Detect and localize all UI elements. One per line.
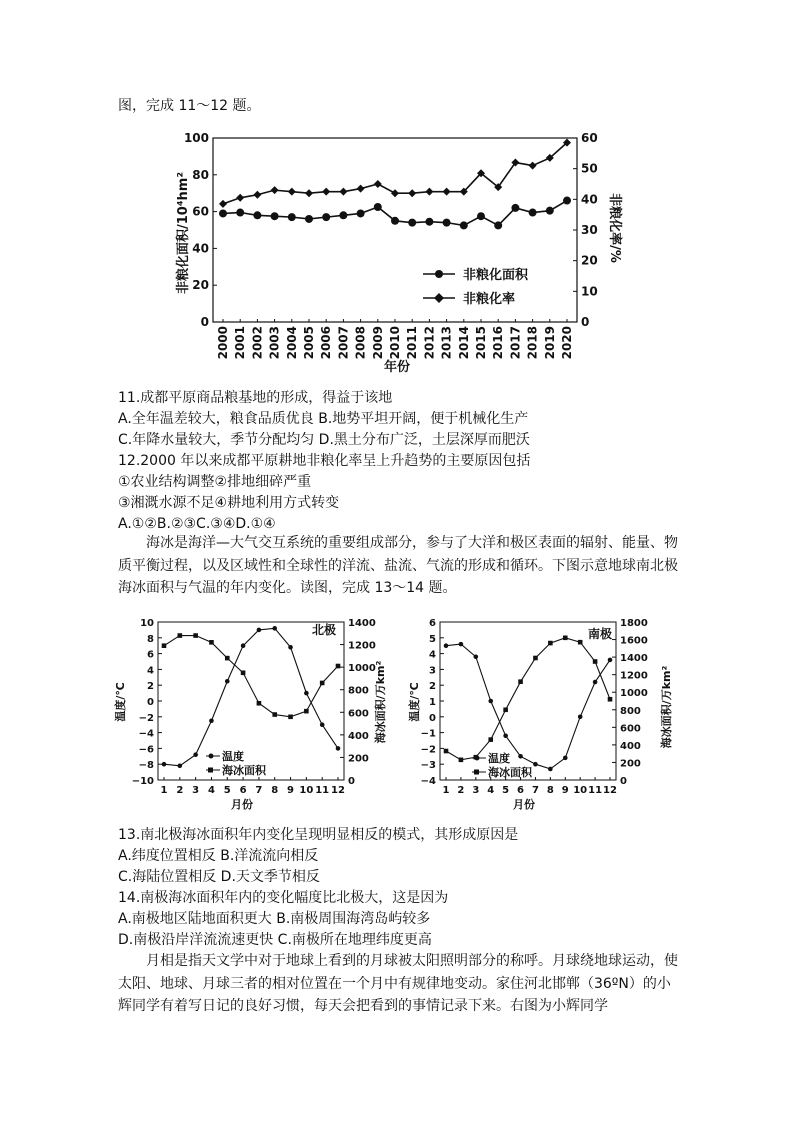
data-point-温度 bbox=[209, 718, 214, 723]
arctic-chart bbox=[112, 612, 402, 812]
y-left-tick-label: −2 bbox=[420, 744, 436, 756]
data-point-非粮化率 bbox=[322, 188, 330, 196]
x-tick-label: 2010 bbox=[388, 326, 402, 360]
q12-items-1: ①农业结构调整②排地细碎严重 bbox=[118, 474, 312, 490]
data-point-非粮化面积 bbox=[529, 209, 537, 217]
x-tick-label: 6 bbox=[239, 785, 247, 796]
data-point-温度 bbox=[548, 767, 553, 772]
data-point-温度 bbox=[503, 733, 508, 738]
data-point-温度 bbox=[304, 691, 309, 696]
y-right-tick-label: 800 bbox=[348, 685, 369, 697]
y-right-tick-label: 1000 bbox=[620, 688, 648, 700]
data-point-海冰面积 bbox=[178, 633, 183, 638]
data-point-温度 bbox=[241, 643, 246, 648]
y-left-tick-label: −4 bbox=[420, 776, 436, 787]
y-left-tick-label: 4 bbox=[147, 665, 154, 677]
chart1-ylabel-right: 非粮化率/% bbox=[607, 193, 622, 263]
y-right-tick-label: 0 bbox=[348, 776, 355, 787]
chart1-xlabel: 年份 bbox=[383, 360, 411, 375]
data-point-非粮化率 bbox=[391, 189, 399, 197]
y-left-tick-label: 3 bbox=[429, 665, 436, 677]
data-point-温度 bbox=[320, 722, 325, 727]
y-left-tick-label: −3 bbox=[420, 760, 436, 772]
data-point-海冰面积 bbox=[503, 707, 508, 712]
chart1-ylabel-left: 非粮化面积/10⁴hm² bbox=[176, 171, 191, 295]
arctic-region-label: 北极 bbox=[312, 623, 337, 637]
legend-diamond-marker bbox=[434, 293, 444, 303]
q11-options-cd: C.年降水量较大，季节分配均匀 D.黑土分布广泛，土层深厚而肥沃 bbox=[118, 432, 530, 448]
data-point-非粮化面积 bbox=[374, 203, 382, 211]
data-point-非粮化面积 bbox=[391, 217, 399, 225]
y-right-tick-label: 40 bbox=[581, 192, 598, 207]
y-left-tick-label: 2 bbox=[147, 681, 154, 693]
chart1-legend bbox=[423, 267, 529, 307]
data-point-海冰面积 bbox=[563, 636, 568, 641]
y-left-tick-label: −2 bbox=[138, 712, 154, 724]
data-point-温度 bbox=[272, 626, 277, 631]
x-tick-label: 2020 bbox=[560, 326, 574, 360]
x-tick-label: 2013 bbox=[439, 326, 454, 360]
y-left-tick-label: 4 bbox=[429, 649, 436, 661]
q11-options-ab: A.全年温差较大，粮食品质优良 B.地势平坦开阔，便于机械化生产 bbox=[118, 411, 529, 427]
data-point-非粮化率 bbox=[408, 189, 416, 197]
y-left-tick-label: 100 bbox=[183, 131, 209, 145]
data-point-非粮化面积 bbox=[443, 219, 451, 227]
y-left-tick-label: −6 bbox=[138, 744, 154, 756]
y-left-tick-label: −1 bbox=[420, 728, 436, 740]
data-point-非粮化面积 bbox=[305, 215, 313, 223]
y-right-tick-label: 400 bbox=[620, 740, 641, 752]
y-left-tick-label: 6 bbox=[429, 618, 436, 629]
q14-stem: 14.南极海冰面积年内的变化幅度比北极大，这是因为 bbox=[118, 890, 449, 906]
data-point-非粮化率 bbox=[305, 189, 313, 197]
data-point-海冰面积 bbox=[162, 643, 167, 648]
data-point-海冰面积 bbox=[257, 701, 262, 706]
data-point-非粮化面积 bbox=[563, 197, 571, 205]
data-point-非粮化面积 bbox=[357, 209, 365, 217]
q12-items-2: ③湘溉水源不足④耕地利用方式转变 bbox=[118, 495, 340, 511]
data-point-温度 bbox=[474, 654, 479, 659]
plot-frame bbox=[213, 138, 577, 322]
data-point-非粮化面积 bbox=[477, 212, 485, 220]
data-point-温度 bbox=[608, 658, 613, 663]
x-tick-label: 5 bbox=[223, 785, 231, 796]
data-point-温度 bbox=[518, 754, 523, 759]
x-tick-label: 11 bbox=[315, 785, 330, 796]
y-left-tick-label: 1 bbox=[429, 697, 436, 708]
q14-options-ab: A.南极地区陆地面积更大 B.南极周围海湾岛屿较多 bbox=[118, 911, 431, 927]
x-tick-label: 2006 bbox=[319, 326, 334, 360]
antarctic-ylabel-right: 海冰面积/万km² bbox=[660, 665, 673, 749]
x-tick-label: 7 bbox=[531, 785, 539, 796]
data-point-非粮化面积 bbox=[219, 209, 227, 217]
y-right-tick-label: 200 bbox=[620, 758, 641, 770]
data-point-非粮化面积 bbox=[339, 211, 347, 219]
x-tick-label: 2001 bbox=[233, 326, 248, 360]
q11-stem: 11.成都平原商品粮基地的形成，得益于该地 bbox=[118, 390, 393, 406]
data-point-海冰面积 bbox=[241, 670, 246, 675]
data-point-海冰面积 bbox=[548, 641, 553, 646]
y-left-tick-label: 2 bbox=[429, 681, 436, 693]
y-right-tick-label: 1200 bbox=[620, 670, 648, 682]
x-tick-label: 10 bbox=[573, 785, 588, 796]
y-right-tick-label: 1400 bbox=[348, 618, 376, 629]
x-tick-label: 2000 bbox=[216, 326, 230, 360]
antarctic-legend-ice: 海冰面积 bbox=[488, 766, 532, 779]
x-tick-label: 10 bbox=[299, 785, 314, 796]
data-point-温度 bbox=[563, 756, 568, 761]
x-tick-label: 3 bbox=[192, 785, 200, 796]
data-point-温度 bbox=[444, 643, 449, 648]
data-point-温度 bbox=[257, 628, 262, 633]
data-point-非粮化面积 bbox=[460, 221, 468, 229]
x-tick-label: 4 bbox=[207, 785, 215, 796]
data-point-温度 bbox=[578, 715, 583, 720]
x-tick-label: 8 bbox=[546, 785, 554, 796]
y-left-tick-label: 20 bbox=[192, 278, 209, 293]
sea-ice-passage: 海冰是海洋—大气交互系统的重要组成部分，参与了大洋和极区表面的辐射、能量、物质平衡过程，以及区域性和全球性的洋流、盐流、气流的形成和循环。下图示意地球南北极海冰面积与气温的年内变化。读图，完成 13～14 题。 bbox=[118, 535, 678, 596]
y-left-tick-label: 0 bbox=[429, 712, 436, 724]
y-right-tick-label: 600 bbox=[348, 708, 369, 720]
x-tick-label: 6 bbox=[517, 785, 525, 796]
chart1-series bbox=[219, 139, 571, 230]
data-point-非粮化率 bbox=[357, 185, 365, 193]
x-tick-label: 9 bbox=[561, 785, 569, 796]
q12-stem: 12.2000 年以来成都平原耕地非粮化率呈上升趋势的主要原因包括 bbox=[118, 453, 531, 469]
data-point-非粮化面积 bbox=[425, 218, 433, 226]
y-left-tick-label: −8 bbox=[138, 760, 154, 772]
data-point-非粮化率 bbox=[219, 200, 227, 208]
x-tick-label: 2008 bbox=[353, 326, 368, 360]
y-right-tick-label: 200 bbox=[348, 753, 369, 765]
x-tick-label: 1 bbox=[442, 785, 450, 796]
data-point-海冰面积 bbox=[459, 758, 464, 763]
x-tick-label: 2005 bbox=[302, 326, 316, 360]
y-right-tick-label: 50 bbox=[581, 161, 598, 176]
data-point-海冰面积 bbox=[193, 633, 198, 638]
antarctic-region-label: 南极 bbox=[588, 627, 613, 641]
data-point-温度 bbox=[593, 680, 598, 685]
data-point-温度 bbox=[178, 763, 183, 768]
data-point-海冰面积 bbox=[444, 749, 449, 754]
chart1-legend-rate: 非粮化率 bbox=[463, 292, 516, 307]
y-right-tick-label: 0 bbox=[581, 315, 590, 329]
series-line-温度 bbox=[446, 644, 610, 769]
data-point-温度 bbox=[533, 762, 538, 767]
y-right-tick-label: 10 bbox=[581, 284, 598, 299]
x-tick-label: 2009 bbox=[370, 326, 385, 360]
data-point-非粮化面积 bbox=[236, 209, 244, 217]
data-point-海冰面积 bbox=[336, 664, 341, 669]
data-point-海冰面积 bbox=[518, 679, 523, 684]
x-tick-label: 1 bbox=[160, 785, 168, 796]
data-point-非粮化率 bbox=[339, 188, 347, 196]
data-point-非粮化面积 bbox=[288, 213, 296, 221]
y-right-tick-label: 1800 bbox=[620, 618, 648, 629]
data-point-非粮化面积 bbox=[546, 207, 554, 215]
x-tick-label: 2004 bbox=[284, 326, 299, 360]
y-right-tick-label: 400 bbox=[348, 730, 369, 742]
x-tick-label: 2016 bbox=[491, 326, 506, 360]
x-tick-label: 2 bbox=[176, 785, 184, 796]
x-tick-label: 2019 bbox=[542, 326, 557, 360]
y-left-tick-label: 6 bbox=[147, 649, 154, 661]
x-tick-label: 12 bbox=[331, 785, 345, 796]
y-right-tick-label: 30 bbox=[581, 223, 598, 237]
data-point-海冰面积 bbox=[533, 656, 538, 661]
data-point-非粮化面积 bbox=[494, 221, 502, 229]
y-left-tick-label: 5 bbox=[429, 633, 436, 645]
series-line-温度 bbox=[164, 628, 338, 765]
y-right-tick-label: 0 bbox=[620, 776, 627, 787]
antarctic-ylabel-left: 温度/℃ bbox=[408, 682, 421, 722]
data-point-非粮化面积 bbox=[322, 213, 330, 221]
x-tick-label: 2018 bbox=[525, 326, 540, 360]
x-tick-label: 2017 bbox=[508, 326, 523, 360]
data-point-海冰面积 bbox=[272, 712, 277, 717]
data-point-海冰面积 bbox=[578, 640, 583, 645]
chart1-frame bbox=[213, 138, 577, 322]
y-right-tick-label: 20 bbox=[581, 253, 598, 268]
data-point-非粮化率 bbox=[236, 194, 244, 202]
arctic-legend-temp: 温度 bbox=[222, 750, 244, 763]
legend-circle-marker bbox=[435, 270, 443, 278]
antarctic-chart bbox=[408, 612, 683, 812]
data-point-温度 bbox=[288, 645, 293, 650]
data-point-海冰面积 bbox=[488, 737, 493, 742]
x-tick-label: 12 bbox=[603, 785, 617, 796]
x-tick-label: 11 bbox=[588, 785, 603, 796]
x-tick-label: 2014 bbox=[456, 326, 471, 360]
series-line-海冰面积 bbox=[446, 638, 610, 760]
x-tick-label: 2003 bbox=[267, 326, 282, 360]
data-point-海冰面积 bbox=[593, 659, 598, 664]
data-point-温度 bbox=[488, 699, 493, 704]
x-tick-label: 7 bbox=[255, 785, 263, 796]
y-left-tick-label: 40 bbox=[192, 241, 209, 256]
y-left-tick-label: 60 bbox=[192, 204, 209, 219]
y-right-tick-label: 1200 bbox=[348, 640, 376, 652]
q13-stem: 13.南北极海冰面积年内变化呈现明显相反的模式，其形成原因是 bbox=[118, 827, 519, 843]
x-tick-label: 3 bbox=[472, 785, 480, 796]
data-point-海冰面积 bbox=[288, 715, 293, 720]
arctic-legend bbox=[206, 749, 267, 777]
data-point-温度 bbox=[336, 746, 341, 751]
data-point-海冰面积 bbox=[304, 709, 309, 714]
y-left-tick-label: 10 bbox=[140, 618, 154, 629]
x-tick-label: 2 bbox=[457, 785, 465, 796]
data-point-非粮化面积 bbox=[408, 219, 416, 227]
data-point-海冰面积 bbox=[608, 697, 613, 702]
x-tick-label: 2002 bbox=[250, 326, 265, 360]
data-point-海冰面积 bbox=[225, 656, 230, 661]
arctic-ylabel-left: 温度/℃ bbox=[114, 682, 127, 722]
x-tick-label: 8 bbox=[271, 785, 279, 796]
q14-options-cd: D.南极沿岸洋流流速更快 C.南极所在地理纬度更高 bbox=[118, 932, 432, 948]
q12-options: A.①②B.②③C.③④D.①④ bbox=[118, 516, 276, 532]
y-left-tick-label: 0 bbox=[147, 697, 154, 708]
non-grain-chart bbox=[165, 128, 625, 378]
data-point-非粮化率 bbox=[529, 162, 537, 170]
y-left-tick-label: −10 bbox=[131, 776, 154, 787]
moon-phase-passage: 月相是指天文学中对于地球上看到的月球被太阳照明部分的称呼。月球绕地球运动，使太阳、地球、月球三者的相对位置在一个月中有规律地变动。家住河北邯郸（36ºN）的小辉同学有着写日记的良好习惯，每天会把看到的事情记录下来。右图为小辉同学 bbox=[118, 953, 678, 1014]
data-point-非粮化面积 bbox=[253, 211, 261, 219]
y-right-tick-label: 600 bbox=[620, 723, 641, 735]
q13-options-cd: C.海陆位置相反 D.天文季节相反 bbox=[118, 869, 320, 885]
y-left-tick-label: 80 bbox=[192, 167, 209, 182]
y-left-tick-label: 0 bbox=[200, 315, 209, 329]
data-point-非粮化率 bbox=[288, 188, 296, 196]
data-point-温度 bbox=[162, 762, 167, 767]
q13-options-ab: A.纬度位置相反 B.洋流流向相反 bbox=[118, 848, 319, 864]
antarctic-legend-temp: 温度 bbox=[488, 752, 510, 765]
x-tick-label: 4 bbox=[487, 785, 495, 796]
data-point-非粮化率 bbox=[374, 180, 382, 188]
y-right-tick-label: 1400 bbox=[620, 653, 648, 665]
data-point-非粮化面积 bbox=[271, 212, 279, 220]
arctic-ylabel-right: 海冰面积/万km² bbox=[374, 660, 387, 744]
data-point-非粮化率 bbox=[443, 188, 451, 196]
arctic-xlabel: 月份 bbox=[231, 798, 253, 811]
x-tick-label: 2015 bbox=[474, 326, 488, 360]
y-left-tick-label: −4 bbox=[138, 728, 154, 740]
data-point-海冰面积 bbox=[209, 640, 214, 645]
antarctic-xlabel: 月份 bbox=[513, 798, 535, 811]
chart1-legend-area: 非粮化面积 bbox=[463, 268, 529, 283]
data-point-非粮化率 bbox=[425, 188, 433, 196]
data-point-非粮化率 bbox=[271, 186, 279, 194]
data-point-海冰面积 bbox=[320, 681, 325, 686]
y-right-tick-label: 60 bbox=[581, 131, 598, 145]
x-tick-label: 2007 bbox=[336, 326, 351, 360]
intro-line: 图，完成 11～12 题。 bbox=[118, 98, 261, 114]
x-tick-label: 5 bbox=[502, 785, 510, 796]
data-point-温度 bbox=[225, 679, 230, 684]
y-right-tick-label: 1600 bbox=[620, 635, 648, 647]
y-right-tick-label: 1000 bbox=[348, 663, 376, 675]
chart1-year-ticks bbox=[216, 319, 574, 359]
plot-frame bbox=[440, 622, 616, 780]
data-point-温度 bbox=[193, 752, 198, 757]
data-point-温度 bbox=[459, 642, 464, 647]
data-point-非粮化率 bbox=[253, 191, 261, 199]
y-left-tick-label: 8 bbox=[147, 633, 154, 645]
antarctic-legend bbox=[472, 751, 533, 779]
x-tick-label: 2011 bbox=[405, 326, 420, 360]
x-tick-label: 2012 bbox=[422, 326, 437, 360]
x-tick-label: 9 bbox=[287, 785, 295, 796]
y-right-tick-label: 800 bbox=[620, 705, 641, 717]
plot-frame bbox=[158, 622, 344, 780]
data-point-非粮化面积 bbox=[511, 204, 519, 212]
arctic-legend-ice: 海冰面积 bbox=[222, 764, 266, 777]
